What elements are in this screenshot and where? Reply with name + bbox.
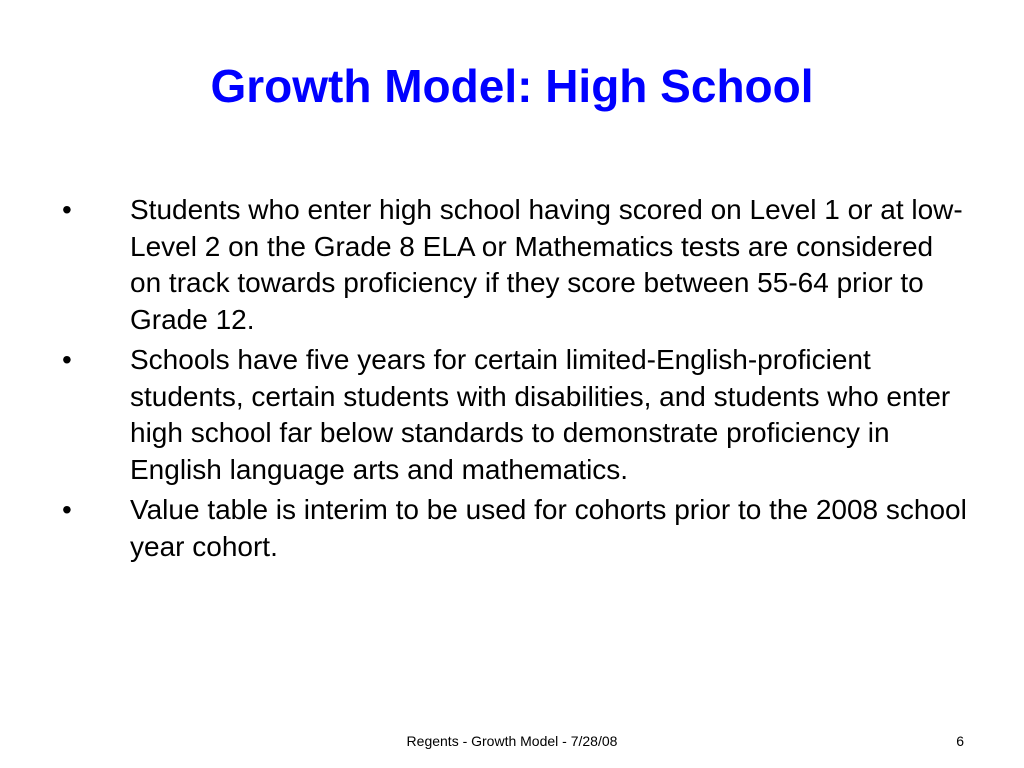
slide-title: Growth Model: High School bbox=[210, 60, 814, 112]
bullet-text: Value table is interim to be used for cohorts prior to the 2008 school year cohort. bbox=[130, 494, 967, 562]
bullet-marker: • bbox=[62, 344, 72, 375]
bullet-item bbox=[0, 342, 1024, 488]
bullet-marker: • bbox=[62, 194, 72, 225]
bullet-list bbox=[0, 192, 1024, 569]
bullet-item bbox=[0, 192, 1024, 338]
bullet-item bbox=[0, 492, 1024, 565]
bullet-text: Students who enter high school having scored on Level 1 or at low-Level 2 on the Grade 8 ELA or Mathematics tests are considered on track towards proficiency if they score between 55-64 prior to Grade 12. bbox=[130, 194, 963, 335]
bullet-text: Schools have five years for certain limited-English-proficient students, certain students with disabilities, and students who enter high school far below standards to demonstrate proficiency in English language arts and mathematics. bbox=[130, 344, 951, 485]
slide-footer: Regents - Growth Model - 7/28/08 bbox=[406, 733, 618, 749]
page-number: 6 bbox=[956, 733, 964, 749]
bullet-marker: • bbox=[62, 494, 72, 525]
